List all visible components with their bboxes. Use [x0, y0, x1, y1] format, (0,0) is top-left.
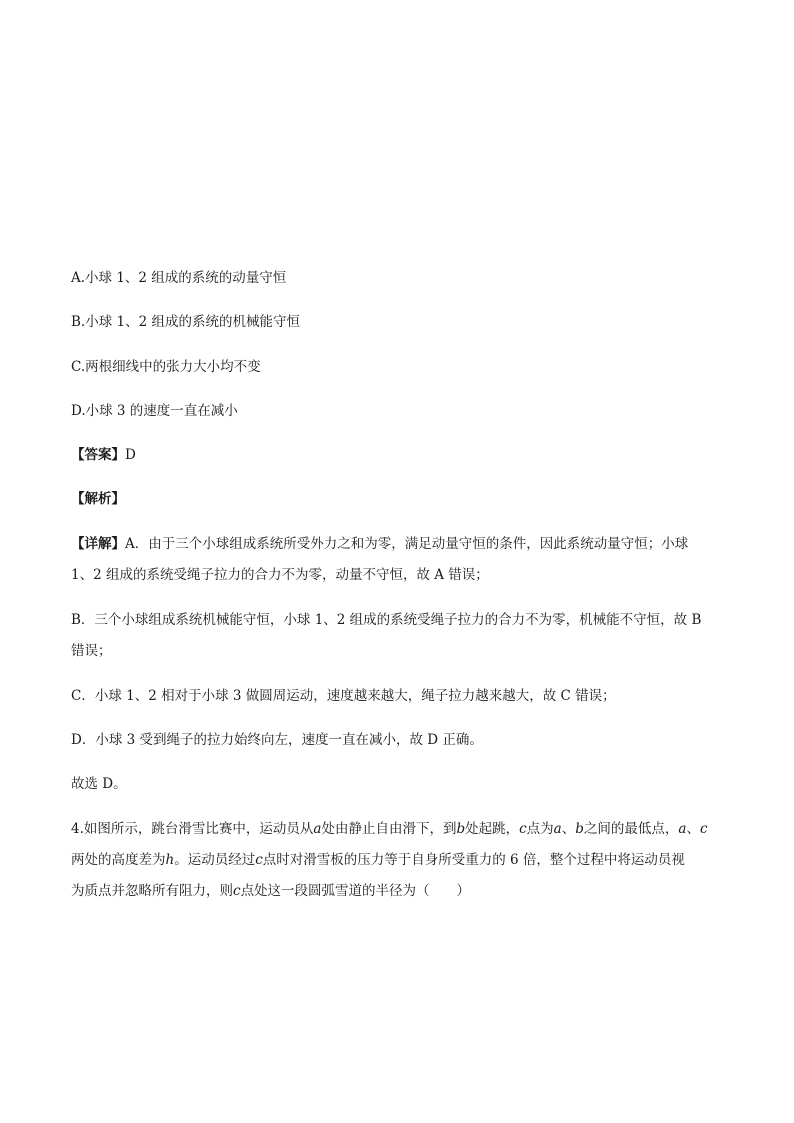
conclusion-line: 故选 D。	[71, 776, 127, 792]
q4-text: 。运动员经过	[174, 852, 256, 868]
q4-var-a: a	[678, 821, 687, 837]
q4-var-b: b	[575, 821, 584, 837]
q4-var-b: b	[456, 821, 466, 837]
q4-var-c: c	[519, 821, 527, 837]
detail-a-line1	[71, 535, 688, 553]
analysis-line	[71, 490, 125, 508]
option-a: A.小球 1、2 组成的系统的动量守恒	[71, 270, 287, 286]
q4-var-c: c	[255, 852, 263, 868]
question4-line1	[71, 820, 708, 838]
analysis-label: 【解析】	[71, 491, 125, 507]
q4-var-h: h	[165, 852, 175, 868]
q4-text: 两处的高度差为	[71, 852, 166, 868]
q4-text: 为质点并忽略所有阻力，则	[71, 883, 233, 899]
detail-b-line2: 错误；	[71, 643, 112, 659]
q4-text: 之间的最低点，	[583, 821, 679, 837]
q4-text: 点为	[526, 821, 554, 837]
q4-text: 、	[686, 821, 700, 837]
q4-text: 处起跳，	[465, 821, 520, 837]
q4-text: 点处这一段圆弧雪道的半径为（ ）	[240, 883, 471, 899]
q4-text: 4.如图所示，跳台滑雪比赛中，运动员从	[71, 821, 314, 837]
detail-c-line: C．小球 1、2 相对于小球 3 做圆周运动，速度越来越大，绳子拉力越来越大，故 C 错误；	[71, 688, 616, 704]
q4-var-c: c	[233, 883, 241, 899]
question4-line3	[71, 882, 470, 900]
detail-label: 【详解】	[71, 536, 125, 552]
option-b: B.小球 1、2 组成的系统的机械能守恒	[71, 314, 300, 330]
q4-text: 处由静止自由滑下，到	[321, 821, 457, 837]
detail-b-line1: B．三个小球组成系统机械能守恒，小球 1、2 组成的系统受绳子拉力的合力不为零，机械能不守恒，故 B	[71, 612, 702, 628]
answer-value: D	[125, 447, 136, 463]
question4-line2	[71, 851, 685, 869]
answer-line	[71, 446, 136, 464]
q4-var-a: a	[553, 821, 562, 837]
option-d: D.小球 3 的速度一直在减小	[71, 403, 238, 419]
q4-var-c: c	[699, 821, 708, 837]
option-c: C.两根细线中的张力大小均不变	[71, 359, 261, 375]
detail-a-line2: 1、2 组成的系统受绳子拉力的合力不为零，动量不守恒，故 A 错误；	[71, 567, 489, 583]
detail-a-text1: A．由于三个小球组成系统所受外力之和为零，满足动量守恒的条件，因此系统动量守恒；小球	[125, 536, 689, 552]
q4-text: 、	[561, 821, 576, 837]
q4-text: 点时对滑雪板的压力等于自身所受重力的 6 倍，整个过程中将运动员视	[262, 852, 685, 868]
answer-label: 【答案】	[71, 447, 125, 463]
q4-var-a: a	[313, 821, 322, 837]
detail-d-line: D．小球 3 受到绳子的拉力始终向左，速度一直在减小，故 D 正确。	[71, 732, 483, 748]
